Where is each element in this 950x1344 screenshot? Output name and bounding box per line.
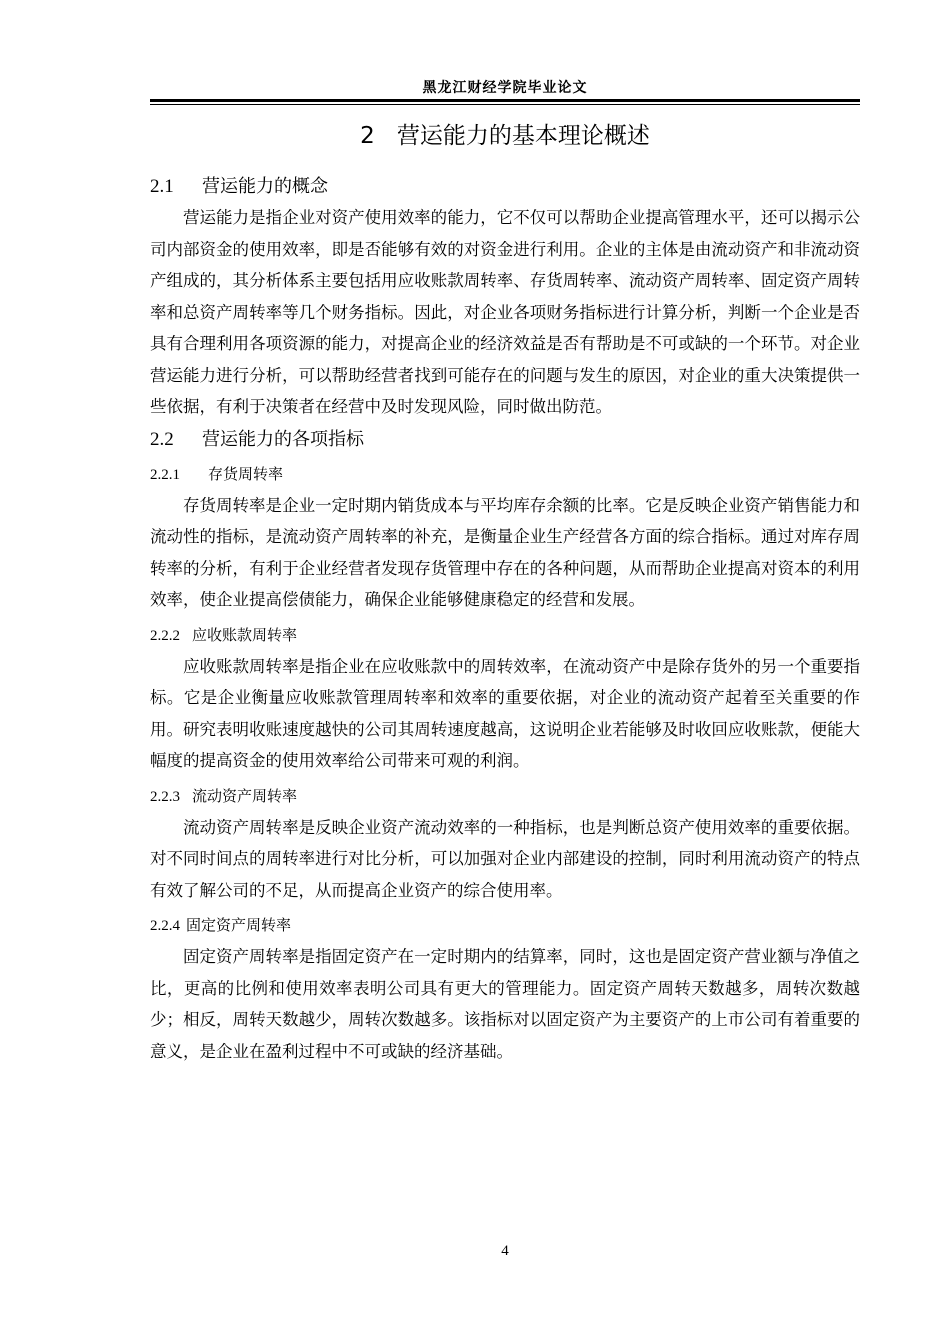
subsection-number: 2.2.4 (150, 918, 180, 934)
subsection-heading-2-2-2 (150, 622, 860, 649)
section-heading-2-1 (150, 172, 860, 202)
chapter-title-text: 营运能力的基本理论概述 (396, 123, 650, 149)
subsection-number: 2.2.1 (150, 466, 180, 483)
section-number: 2.1 (150, 176, 174, 197)
chapter-title (150, 116, 860, 156)
subsection-number: 2.2.2 (150, 627, 180, 644)
subsection-heading-2-2-4 (150, 912, 860, 939)
subsection-number: 2.2.3 (150, 788, 180, 805)
subsection-paragraph-2-2-3: 流动资产周转率是反映企业资产流动效率的一种指标，也是判断总资产使用效率的重要依据。对不同时间点的周转率进行对比分析，可以加强对企业内部建设的控制，同时利用流动资产的特点有效了解公司的不足，从而提高企业资产的综合使用率。 (150, 817, 860, 900)
section-title: 营运能力的概念 (202, 176, 328, 197)
subsection-paragraph-2-2-2: 应收账款周转率是指企业在应收账款中的周转效率，在流动资产中是除存货外的另一个重要指标。它是企业衡量应收账款管理周转率和效率的重要依据，对企业的流动资产起着至关重要的作用。研究表明收账速度越快的公司其周转速度越高，这说明企业若能够及时收回应收账款，便能大幅度的提高资金的使用效率给公司带来可观的利润。 (150, 656, 860, 770)
subsection-title: 存货周转率 (208, 464, 284, 483)
running-header: 黑龙江财经学院毕业论文 (422, 80, 588, 96)
page-number: 4 (501, 1243, 509, 1259)
subsection-paragraph-2-2-4: 固定资产周转率是指固定资产在一定时期内的结算率，同时，这也是固定资产营业额与净值之比，更高的比例和使用效率表明公司具有更大的管理能力。固定资产周转天数越多，周转次数越少；相反，周转天数越少，周转次数越多。该指标对以固定资产为主要资产的上市公司有着重要的意义，是企业在盈利过程中不可或缺的经济基础。 (150, 947, 860, 1061)
header-rule-thin (150, 104, 860, 105)
subsection-title: 固定资产周转率 (186, 916, 292, 934)
subsection-title: 流动资产周转率 (192, 786, 298, 805)
subsection-heading-2-2-3 (150, 783, 860, 810)
section-heading-2-2 (150, 425, 860, 455)
page-body (150, 116, 860, 1067)
header-rule-thick (150, 99, 860, 102)
subsection-title: 应收账款周转率 (192, 625, 298, 644)
subsection-paragraph-2-2-1: 存货周转率是企业一定时期内销货成本与平均库存余额的比率。它是反映企业资产销售能力和流动性的指标，是流动资产周转率的补充，是衡量企业生产经营各方面的综合指标。通过对库存周转率的分析，有利于企业经营者发现存货管理中存在的各种问题，从而帮助企业提高对资本的利用效率，使企业提高偿债能力，确保企业能够健康稳定的经营和发展。 (150, 495, 860, 609)
section-paragraph-2-1: 营运能力是指企业对资产使用效率的能力，它不仅可以帮助企业提高管理水平，还可以揭示公司内部资金的使用效率，即是否能够有效的对资金进行利用。企业的主体是由流动资产和非流动资产组成的，其分析体系主要包括用应收账款周转率、存货周转率、流动资产周转率、固定资产周转率和总资产周转率等几个财务指标。因此，对企业各项财务指标进行计算分析，判断一个企业是否具有合理利用各项资源的能力，对提高企业的经济效益是否有帮助是不可或缺的一个环节。对企业营运能力进行分析，可以帮助经营者找到可能存在的问题与发生的原因，对企业的重大决策提供一些依据，有利于决策者在经营中及时发现风险，同时做出防范。 (150, 208, 860, 416)
subsection-heading-2-2-1 (150, 461, 860, 488)
section-number: 2.2 (150, 428, 174, 450)
chapter-number: 2 (360, 123, 375, 149)
section-title: 营运能力的各项指标 (202, 428, 364, 450)
